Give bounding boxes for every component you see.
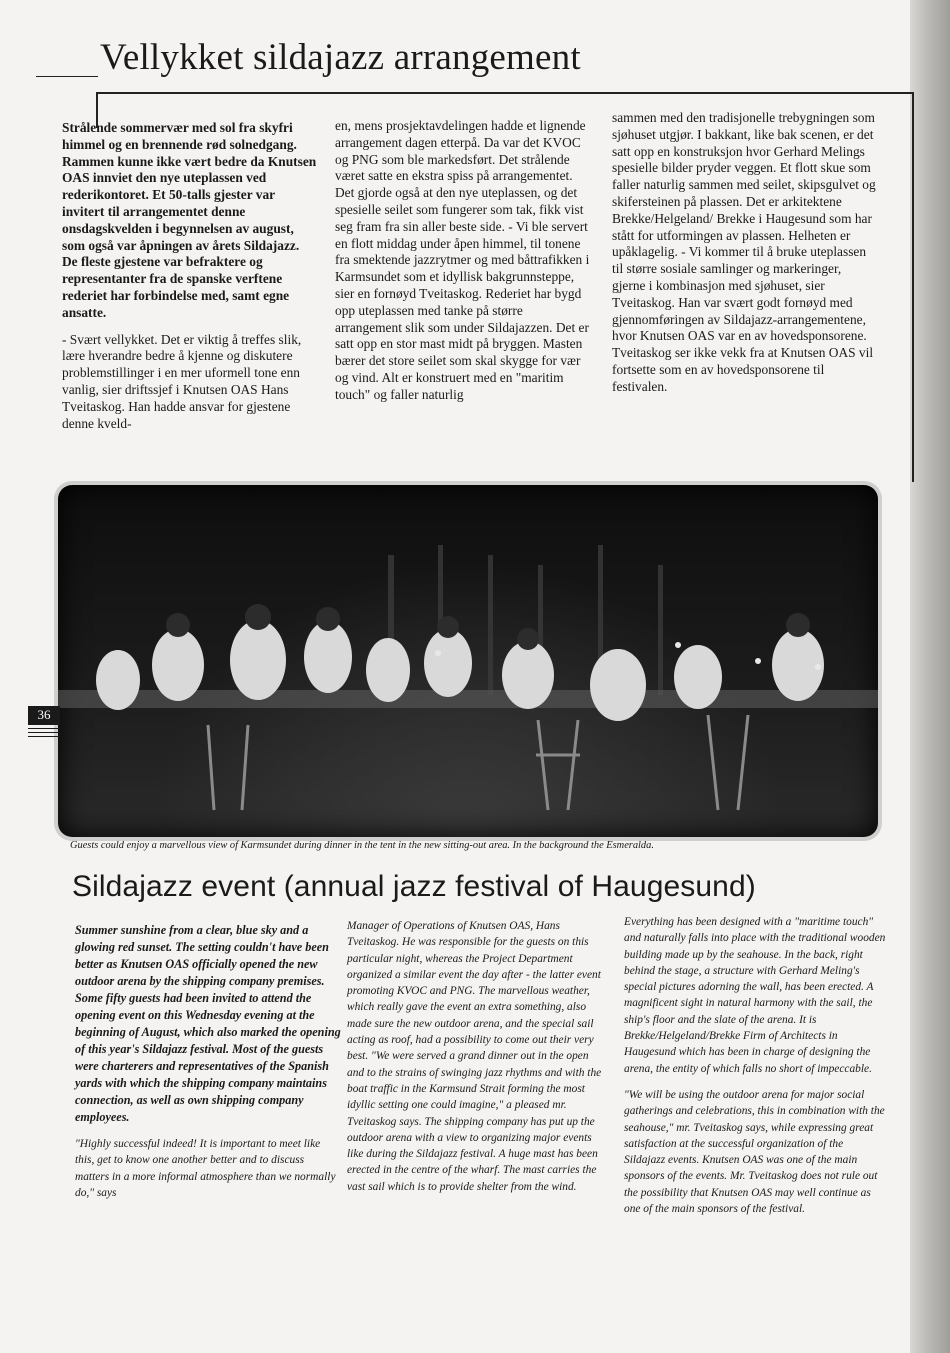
page-edge-shadow — [910, 0, 950, 1353]
norwegian-body-paragraph: en, mens prosjektavdelingen hadde et lignende arrangement dagen etterpå. Da var det KVOC og PNG som ble markedsført. Det strålende været satte en ekstra spiss på arrangementet. Det gjorde også at den nye uteplassen, og det spesielle seilet som fungerer som tak, fikk vist seg fram fra sin aller beste side. - Vi ble servert en flott middag under åpen himmel, til tonene fra smektende jazzrytmer og med båttrafikken i Karmsundet som et idyllisk bakgrunnsteppe, sier en fornøyd Tveitaskog. Rederiet har bygd opp uteplassen med tanke på større arrangement slik som under Sildajazzen. Det er satt opp en stor mast midt på bryggen. Masten bærer det store seilet som skal skygge for vær og vind. Alt er konstruert med en "maritim touch" og faller naturlig — [335, 118, 590, 402]
header-rule-left — [36, 76, 98, 77]
english-body-paragraph: "We will be using the outdoor arena for major social gatherings and celebrations, this in combination with the seahouse," mr. Tveitaskog says, while expressing great satisfaction at the successful organization of the Sildajazz events. Knutsen OAS was one of the main sponsors of the events. Mr. Tveitaskog does not rule out the possibility that Knutsen OAS may well continue as one of the main sponsors of the festival. — [624, 1088, 885, 1216]
norwegian-body-paragraph: sammen med den tradisjonelle trebygningen som sjøhuset utgjør. I bakkant, like bak scenen, er det satt opp en konstruksjon hvor Gerhard Melings spesielle bilder pryder veggen. Et flott skue som faller naturlig sammen med seilet, skipsgulvet og skifersteinen på plassen. Det er arkitektene Brekke/Helgeland/ Brekke i Haugesund som har stått for utformingen av plassen. Helheten er upåklagelig. - Vi kommer til å bruke uteplassen til større sosiale samlinger og markeringer, gjerne i kombinasjon med sjøhuset, sier Tveitaskog. Han var svært godt fornøyd med gjennomføringen av Sildajazz-arrangementene, hvor Knutsen OAS var en av hovedsponsorene. Tveitaskog ser ikke vekk fra at Knutsen OAS vil fortsette som en av hovedsponsorene til festivalen. — [612, 110, 876, 394]
norwegian-body-paragraph: - Svært vellykket. Det er viktig å treffes slik, lære hverandre bedre å kjenne og diskutere problemstillinger i en mer uformell tone enn vanlig, sier driftssjef i Knutsen OAS Hans Tveitaskog. Han hadde ansvar for gjestene denne kveld- — [62, 331, 302, 431]
norwegian-column-1 — [62, 120, 318, 442]
english-body-paragraph: "Highly successful indeed! It is important to meet like this, get to know one another better and to discuss matters in a more informal atmosphere than we normally do," says — [75, 1138, 336, 1199]
english-title: Sildajazz event (annual jazz festival of Haugesund) — [72, 870, 756, 903]
english-column-2 — [347, 918, 605, 1205]
dinner-scene-image — [58, 485, 878, 837]
dinner-photo — [58, 485, 878, 837]
norwegian-column-2 — [335, 118, 591, 414]
english-column-1 — [75, 922, 341, 1211]
page-number: 36 — [28, 706, 60, 724]
english-column-3 — [624, 914, 886, 1227]
photo-caption: Guests could enjoy a marvellous view of Karmsundet during dinner in the tent in the new sitting-out area. In the background the Esmeralda. — [70, 840, 654, 851]
page-number-decoration — [28, 724, 60, 740]
header-rule — [96, 92, 912, 94]
norwegian-lead-paragraph: Strålende sommervær med sol fra skyfri himmel og en brennende rød solnedgang. Rammen kunne ikke vært bedre da Knutsen OAS innviet den nye uteplassen ved rederikontoret. Et 50-talls gjester var invitert til arrangementet denne onsdagskvelden i begynnelsen av august, som også var åpningen av årets Sildajazz. De fleste gjestene var befraktere og representanter fra de spanske verftene rederiet har forbindelse med, samt egne ansatte. — [62, 120, 317, 320]
page-title: Vellykket sildajazz arrangement — [100, 37, 581, 78]
english-lead-paragraph: Summer sunshine from a clear, blue sky and a glowing red sunset. The setting couldn't have been better as Knutsen OAS officially opened the new outdoor arena by the shipping company premises. Some fifty guests had been invited to attend the opening event on this Wednesday evening at the beginning of August, which also marked the opening of this year's Sildajazz festival. Most of the guests were charterers and representatives of the Spanish yards with which the shipping company maintains connection, as well as own shipping company employees. — [75, 923, 341, 1124]
norwegian-column-3 — [612, 110, 877, 406]
english-body-paragraph: Everything has been designed with a "maritime touch" and naturally falls into place with the traditional wooden building made up by the seahouse. In the back, right behind the stage, a structure with Gerhard Meling's special pictures adorning the wall, has been erected. A magnificent sight in natural harmony with the sail, the ship's floor and the slate of the arena. It is Brekke/Helgeland/Brekke Firm of Architects in Haugesund which has been in charge of designing the arena, the entity of which falls no short of impeccable. — [624, 916, 886, 1075]
english-body-paragraph: Manager of Operations of Knutsen OAS, Hans Tveitaskog. He was responsible for the guests on this particular night, whereas the Project Department organized a similar event the day after - the latter event promoting KVOC and PNG. The marvellous weather, which really gave the event an extra something, also made sure the new outdoor arena, and the special sail acting as roof, had a possibility to come out their very best. "We were served a grand dinner out in the open and to the strains of swinging jazz rhythms and with the boat traffic in the Karmsund Strait forming the most idyllic setting one could imagine," a pleased mr. Tveitaskog says. The shipping company has put up the outdoor arena with a view to organizing major events like during the Sildajazz festival. A huge mast has been erected in the centre of the wharf. The mast carries the vast sail which is to provide shelter from the wind. — [347, 920, 602, 1193]
frame-right-rule — [912, 92, 914, 482]
